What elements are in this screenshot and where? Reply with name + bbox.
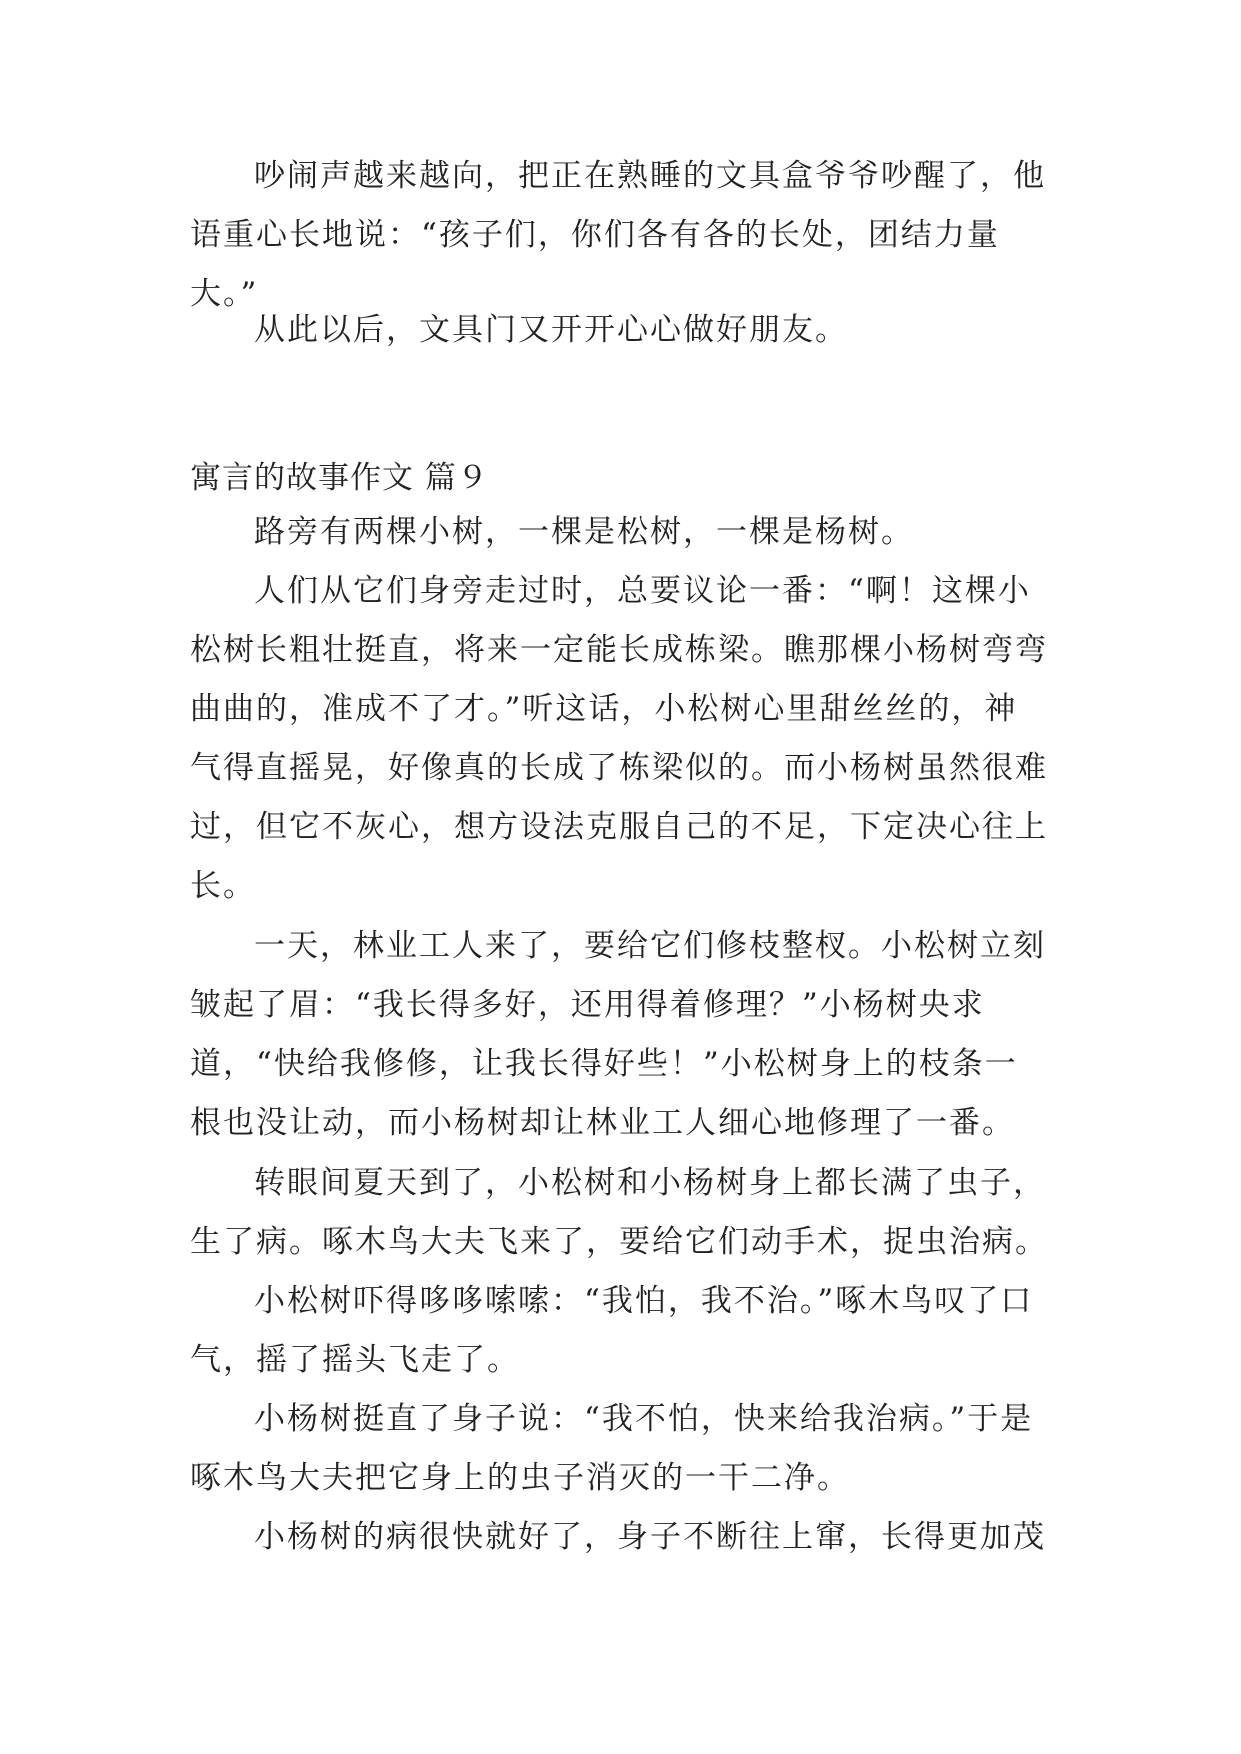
paragraph-pine-afraid: 小松树吓得哆哆嗦嗦：“我怕，我不治。”啄木鸟叹了口气，摇了摇头飞走了。 xyxy=(190,1283,1034,1378)
paragraph-forestry-workers: 一天，林业工人来了，要给它们修枝整杈。小松树立刻皱起了眉：“我长得多好，还用得着修理？”小杨树央求道，“快给我修修，让我长得好些！”小松树身上的枝条一根也没让动，而小杨树却让林业工人细心地修理了一番。 xyxy=(190,928,1046,1141)
paragraph-friends-again: 从此以后，文具门又开开心心做好朋友。 xyxy=(254,312,848,348)
paragraph-poplar-grows: 小杨树的病很快就好了，身子不断往上窜，长得更加茂 xyxy=(254,1519,1046,1555)
paragraph-summer-insects: 转眼间夏天到了，小松树和小杨树身上都长满了虫子，生了病。啄木鸟大夫飞来了，要给它们动手术，捉虫治病。 xyxy=(190,1165,1048,1260)
paragraph-two-trees: 路旁有两棵小树，一棵是松树，一棵是杨树。 xyxy=(254,514,914,550)
section-heading: 寓言的故事作文 篇９ xyxy=(190,460,489,496)
paragraph-people-comment: 人们从它们身旁走过时，总要议论一番：“啊！这棵小松树长粗壮挺直，将来一定能长成栋梁。瞧那棵小杨树弯弯曲曲的，准成不了才。”听这话，小松树心里甜丝丝的，神气得直摇晃，好像真的长成了栋梁似的。而小杨树虽然很难过，但它不灰心，想方设法克服自己的不足，下定决心往上长。 xyxy=(190,573,1048,904)
paragraph-poplar-brave: 小杨树挺直了身子说：“我不怕，快来给我治病。”于是啄木鸟大夫把它身上的虫子消灭的一干二净。 xyxy=(190,1401,1034,1496)
paragraph-noise-woke-grandpa: 吵闹声越来越向，把正在熟睡的文具盒爷爷吵醒了，他语重心长地说：“孩子们，你们各有各的长处，团结力量大。” xyxy=(190,158,1046,312)
